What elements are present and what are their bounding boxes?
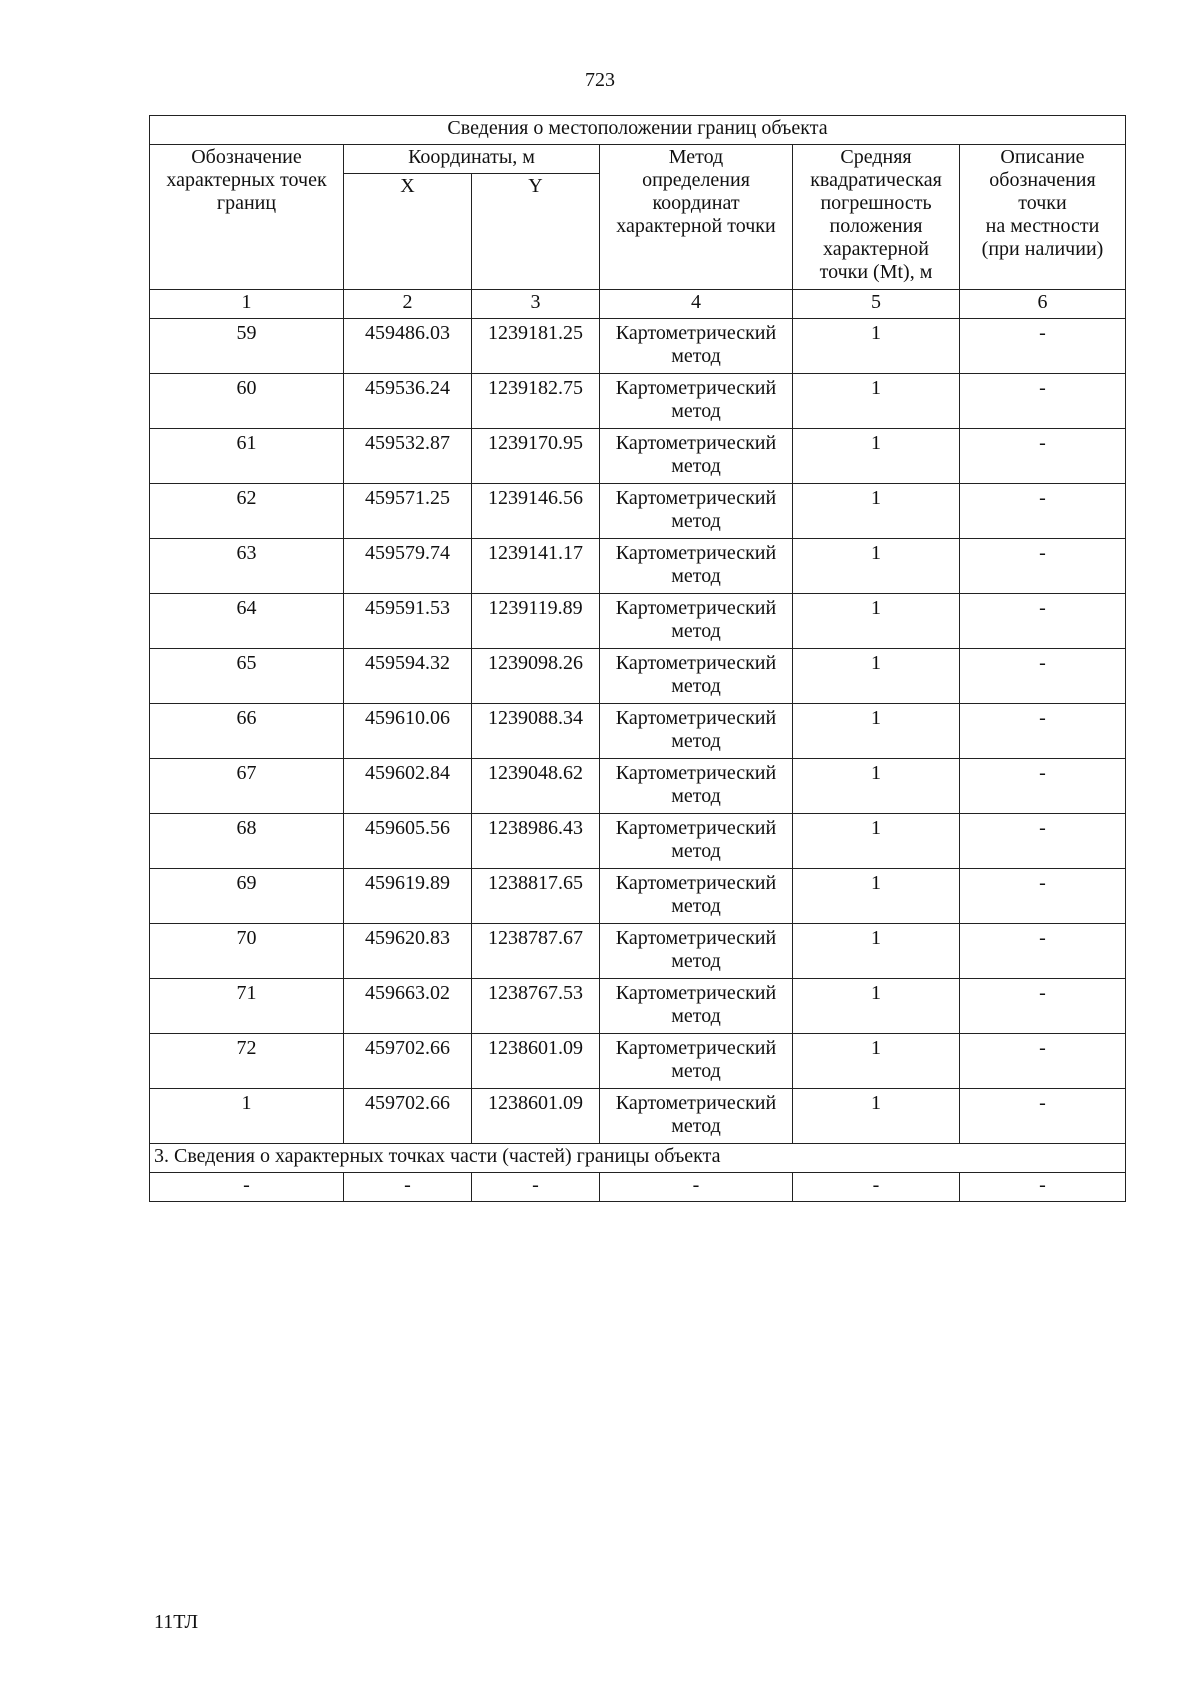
header-x: X bbox=[344, 174, 472, 290]
cell-method: Картометрический метод bbox=[600, 594, 793, 649]
table-row bbox=[150, 374, 1126, 429]
cell-y: 1239170.95 bbox=[472, 429, 600, 484]
cell-method: Картометрический метод bbox=[600, 924, 793, 979]
section3-data-row bbox=[150, 1173, 1126, 1202]
cell-mean-error: 1 bbox=[793, 979, 960, 1034]
section3-cell: - bbox=[793, 1173, 960, 1202]
cell-mean-error: 1 bbox=[793, 594, 960, 649]
cell-method: Картометрический метод bbox=[600, 759, 793, 814]
cell-description: - bbox=[960, 649, 1126, 704]
column-number: 1 bbox=[150, 290, 344, 319]
cell-description: - bbox=[960, 814, 1126, 869]
table-title-row bbox=[150, 116, 1126, 145]
header-point-designation: Обозначение характерных точек границ bbox=[150, 145, 344, 290]
cell-description: - bbox=[960, 1089, 1126, 1144]
cell-mean-error: 1 bbox=[793, 539, 960, 594]
cell-method: Картометрический метод bbox=[600, 539, 793, 594]
cell-mean-error: 1 bbox=[793, 924, 960, 979]
boundary-coordinates-table bbox=[149, 115, 1126, 1202]
column-number: 5 bbox=[793, 290, 960, 319]
header-method: Метод определения координат характерной точки bbox=[600, 145, 793, 290]
page-number: 723 bbox=[585, 69, 615, 91]
table-row bbox=[150, 759, 1126, 814]
cell-mean-error: 1 bbox=[793, 484, 960, 539]
cell-mean-error: 1 bbox=[793, 429, 960, 484]
section3-cell: - bbox=[150, 1173, 344, 1202]
cell-x: 459486.03 bbox=[344, 319, 472, 374]
table-row bbox=[150, 539, 1126, 594]
table-row bbox=[150, 979, 1126, 1034]
cell-point: 64 bbox=[150, 594, 344, 649]
cell-mean-error: 1 bbox=[793, 814, 960, 869]
table-row bbox=[150, 1089, 1126, 1144]
cell-description: - bbox=[960, 429, 1126, 484]
cell-point: 71 bbox=[150, 979, 344, 1034]
cell-description: - bbox=[960, 539, 1126, 594]
cell-mean-error: 1 bbox=[793, 649, 960, 704]
header-mean-error: Средняя квадратическая погрешность положения характерной точки (Mt), м bbox=[793, 145, 960, 290]
header-y: Y bbox=[472, 174, 600, 290]
cell-y: 1239088.34 bbox=[472, 704, 600, 759]
cell-description: - bbox=[960, 1034, 1126, 1089]
cell-point: 61 bbox=[150, 429, 344, 484]
cell-point: 65 bbox=[150, 649, 344, 704]
cell-point: 68 bbox=[150, 814, 344, 869]
cell-mean-error: 1 bbox=[793, 374, 960, 429]
cell-x: 459571.25 bbox=[344, 484, 472, 539]
cell-mean-error: 1 bbox=[793, 1034, 960, 1089]
cell-y: 1238601.09 bbox=[472, 1089, 600, 1144]
cell-point: 67 bbox=[150, 759, 344, 814]
cell-x: 459579.74 bbox=[344, 539, 472, 594]
cell-mean-error: 1 bbox=[793, 1089, 960, 1144]
cell-y: 1238787.67 bbox=[472, 924, 600, 979]
cell-description: - bbox=[960, 319, 1126, 374]
cell-x: 459605.56 bbox=[344, 814, 472, 869]
section3-cell: - bbox=[344, 1173, 472, 1202]
cell-y: 1238767.53 bbox=[472, 979, 600, 1034]
cell-y: 1239141.17 bbox=[472, 539, 600, 594]
cell-description: - bbox=[960, 594, 1126, 649]
cell-method: Картометрический метод bbox=[600, 649, 793, 704]
table-row bbox=[150, 319, 1126, 374]
cell-method: Картометрический метод bbox=[600, 319, 793, 374]
cell-y: 1239182.75 bbox=[472, 374, 600, 429]
cell-description: - bbox=[960, 759, 1126, 814]
cell-y: 1239048.62 bbox=[472, 759, 600, 814]
cell-x: 459602.84 bbox=[344, 759, 472, 814]
table-row bbox=[150, 869, 1126, 924]
cell-x: 459702.66 bbox=[344, 1034, 472, 1089]
cell-x: 459663.02 bbox=[344, 979, 472, 1034]
cell-x: 459594.32 bbox=[344, 649, 472, 704]
table-title: Сведения о местоположении границ объекта bbox=[150, 116, 1126, 145]
cell-y: 1239146.56 bbox=[472, 484, 600, 539]
cell-method: Картометрический метод bbox=[600, 1034, 793, 1089]
table-row bbox=[150, 594, 1126, 649]
table-row bbox=[150, 1034, 1126, 1089]
column-number: 4 bbox=[600, 290, 793, 319]
section3-cell: - bbox=[472, 1173, 600, 1202]
cell-x: 459620.83 bbox=[344, 924, 472, 979]
cell-mean-error: 1 bbox=[793, 319, 960, 374]
cell-x: 459536.24 bbox=[344, 374, 472, 429]
cell-y: 1239181.25 bbox=[472, 319, 600, 374]
cell-x: 459702.66 bbox=[344, 1089, 472, 1144]
cell-y: 1238601.09 bbox=[472, 1034, 600, 1089]
column-number: 2 bbox=[344, 290, 472, 319]
cell-point: 72 bbox=[150, 1034, 344, 1089]
column-number-row bbox=[150, 290, 1126, 319]
cell-method: Картометрический метод bbox=[600, 704, 793, 759]
cell-point: 70 bbox=[150, 924, 344, 979]
footer-code: 11ТЛ bbox=[154, 1611, 199, 1633]
cell-description: - bbox=[960, 374, 1126, 429]
cell-point: 69 bbox=[150, 869, 344, 924]
cell-point: 66 bbox=[150, 704, 344, 759]
cell-point: 1 bbox=[150, 1089, 344, 1144]
column-number: 6 bbox=[960, 290, 1126, 319]
cell-method: Картометрический метод bbox=[600, 869, 793, 924]
cell-method: Картометрический метод bbox=[600, 1089, 793, 1144]
cell-y: 1239119.89 bbox=[472, 594, 600, 649]
cell-y: 1238817.65 bbox=[472, 869, 600, 924]
cell-y: 1239098.26 bbox=[472, 649, 600, 704]
cell-description: - bbox=[960, 979, 1126, 1034]
cell-x: 459610.06 bbox=[344, 704, 472, 759]
cell-x: 459532.87 bbox=[344, 429, 472, 484]
cell-method: Картометрический метод bbox=[600, 374, 793, 429]
cell-description: - bbox=[960, 924, 1126, 979]
section3-cell: - bbox=[960, 1173, 1126, 1202]
cell-mean-error: 1 bbox=[793, 704, 960, 759]
table-row bbox=[150, 814, 1126, 869]
table-row bbox=[150, 484, 1126, 539]
cell-x: 459591.53 bbox=[344, 594, 472, 649]
cell-method: Картометрический метод bbox=[600, 429, 793, 484]
section3-title-row bbox=[150, 1144, 1126, 1173]
cell-x: 459619.89 bbox=[344, 869, 472, 924]
cell-y: 1238986.43 bbox=[472, 814, 600, 869]
header-coordinates: Координаты, м bbox=[344, 145, 600, 174]
cell-point: 60 bbox=[150, 374, 344, 429]
table-row bbox=[150, 924, 1126, 979]
cell-description: - bbox=[960, 869, 1126, 924]
cell-point: 63 bbox=[150, 539, 344, 594]
cell-method: Картометрический метод bbox=[600, 814, 793, 869]
table-row bbox=[150, 649, 1126, 704]
section3-title: 3. Сведения о характерных точках части (частей) границы объекта bbox=[150, 1144, 1126, 1173]
cell-description: - bbox=[960, 704, 1126, 759]
header-row bbox=[150, 145, 1126, 174]
cell-mean-error: 1 bbox=[793, 759, 960, 814]
section3-cell: - bbox=[600, 1173, 793, 1202]
cell-point: 62 bbox=[150, 484, 344, 539]
header-description: Описание обозначения точки на местности (при наличии) bbox=[960, 145, 1126, 290]
column-number: 3 bbox=[472, 290, 600, 319]
cell-description: - bbox=[960, 484, 1126, 539]
table-row bbox=[150, 704, 1126, 759]
cell-mean-error: 1 bbox=[793, 869, 960, 924]
cell-method: Картометрический метод bbox=[600, 979, 793, 1034]
cell-point: 59 bbox=[150, 319, 344, 374]
table-row bbox=[150, 429, 1126, 484]
cell-method: Картометрический метод bbox=[600, 484, 793, 539]
